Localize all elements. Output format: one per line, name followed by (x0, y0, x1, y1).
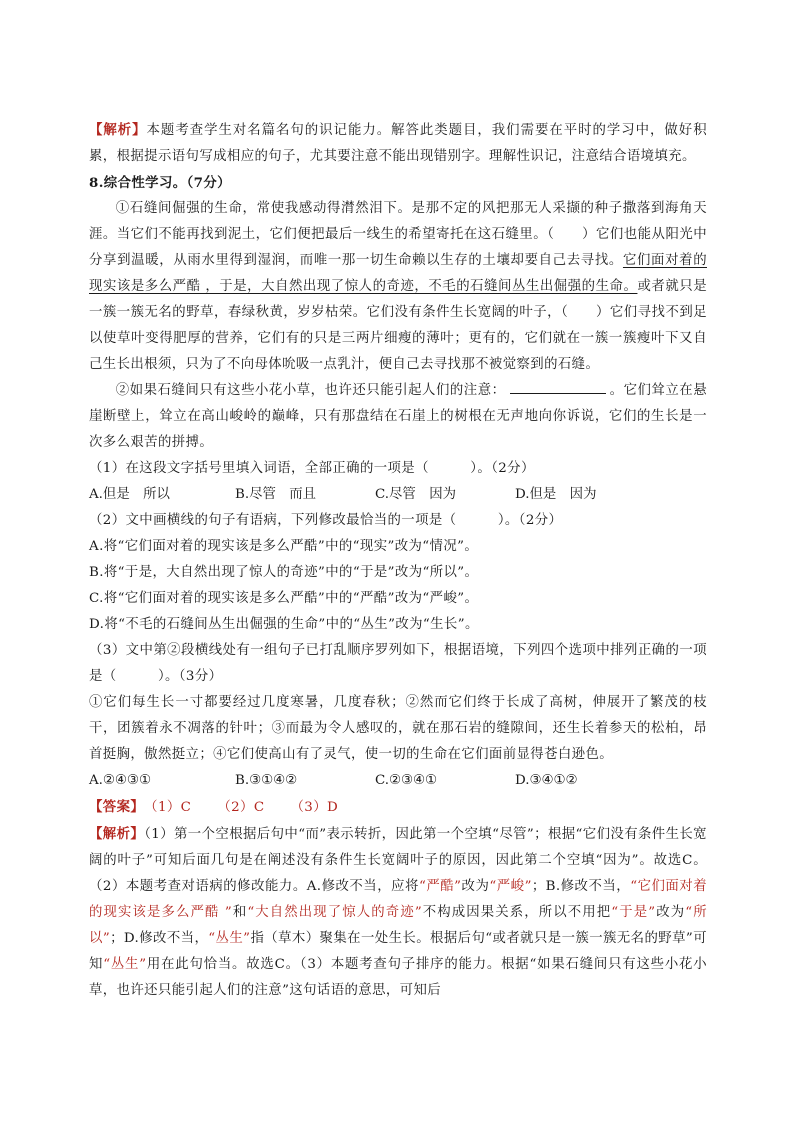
passage-p2-part-a: ②如果石缝间只有这些小花小草，也许还只能引起人们的注意： (115, 383, 506, 398)
analysis-text: ；B.修改不当， (531, 879, 631, 894)
analysis-text: ；D.修改不当， (110, 931, 209, 946)
option-b: B.③①④② (235, 773, 298, 788)
sub-question-3-stem: （3）文中第②段横线处有一组句子已打乱顺序罗列如下，根据语境，下列四个选项中排列正确的一项是（ ）。（3分） (89, 643, 707, 684)
quoted-term: “尽管” (492, 827, 535, 842)
option-d: D.但是 因为 (515, 487, 597, 502)
sub-question-1-options (89, 482, 707, 508)
analysis-text: 改为 (461, 879, 490, 894)
option-c: C.②③④① (375, 773, 438, 788)
passage-p1-part-b: 或者就只是一簇一簇无名的野草，春绿秋黄，岁岁枯荣。它们没有条件生长宽阔的叶子，（ ）它们寻找不到足以使草叶变得肥厚的营养，它们有的只是三两片细瘦的薄叶；更有的，它们就在一簇一簇瘦叶下又自己生长出根须，只为了不向母体吮吸一点乳汁，便自己去寻找那不被觉察到的石缝。 (89, 279, 708, 372)
quoted-term: “它们没有条件生长宽阔的叶子” (89, 827, 707, 868)
analysis-tag: 【解析】 (89, 826, 145, 842)
document-page (89, 117, 707, 1004)
quoted-term: “它们面对着的现实该是多么严酷 ” (89, 879, 708, 920)
option-b: B.将“于是，大自然出现了惊人的奇迹”中的“于是”改为“所以”。 (89, 565, 479, 580)
quoted-term: “于是” (611, 905, 656, 920)
quoted-term: “因为” (595, 853, 639, 868)
passage-paragraph-1 (89, 196, 707, 378)
analysis-text: 表示转折，因此第一个空填 (326, 827, 493, 842)
option-a: A.②④③① (89, 773, 151, 788)
analysis-block-previous (89, 117, 707, 170)
analysis-text: 。故选C。（2）本题考查对语病的修改能力。A.修改不当，应将 (89, 853, 707, 894)
quoted-term: “严峻” (489, 879, 532, 894)
passage-p2-part-b: 。它们耸立在悬崖断壁上，耸立在高山峻岭的巅峰，只有那盘结在石崖上的树根在无声地向你诉说，它们的生长是一次多么艰苦的拼搏。 (89, 383, 707, 450)
option-a: A.将“它们面对着的现实该是多么严酷”中的“现实”改为“情况”。 (89, 539, 479, 554)
answer-tag: 【答案】 (89, 799, 145, 815)
quoted-term: “而” (298, 827, 327, 842)
answer-item: （2）C (217, 800, 265, 815)
quoted-term: “大自然出现了惊人的奇迹” (247, 905, 423, 920)
quoted-term: “所以” (89, 905, 707, 946)
passage-paragraph-2 (89, 378, 707, 456)
quoted-term: “或者就只是一簇一簇无名的野草” (485, 931, 694, 946)
quoted-term: “严酷” (418, 879, 462, 894)
analysis-text: 这句话语的意思，可知后 (289, 983, 442, 998)
option-c: C.尽管 因为 (375, 487, 456, 502)
analysis-text: 指（草木）聚集在一处生长。根据后句 (250, 931, 486, 946)
quoted-term: “丛生” (208, 931, 251, 946)
option-d: D.将“不毛的石缝间丛生出倔强的生命”中的“丛生”改为“生长”。 (89, 617, 479, 632)
answer-item: （1）C (144, 800, 192, 815)
fill-blank-line (510, 379, 606, 394)
answer-row (89, 794, 707, 821)
analysis-text: 改为 (655, 905, 686, 920)
analysis-text: 不构成因果关系，所以不用把 (422, 905, 612, 920)
option-b: B.尽管 而且 (235, 487, 317, 502)
question-8-title: 8.综合性学习。（7分） (89, 175, 231, 191)
passage-p1-part-a: ①石缝间倔强的生命，常使我感动得潸然泪下。是那不定的风把那无人采撷的种子撒落到海角天涯。当它们不能再找到泥土，它们便把最后一线生的希望寄托在这石缝里。（ ）它们也能从阳光中分享到温暖，从雨水里得到湿润，而唯一那一切生命赖以生存的土壤却要自己去寻找。 (89, 201, 707, 268)
sub-question-2-stem: （2）文中画横线的句子有语病，下列修改最恰当的一项是（ ）。（2分） (89, 513, 563, 528)
analysis-text: 可知后面几句是在阐述没有条件生长宽阔叶子的原因，因此第二个空填 (153, 853, 596, 868)
analysis-block (89, 821, 707, 1004)
analysis-text: ；根据 (534, 827, 576, 842)
analysis-text: 可知 (89, 931, 708, 972)
sub-question-1-stem: （1）在这段文字括号里填入词语，全部正确的一项是（ ）。（2分） (89, 461, 535, 476)
sub-question-3-options (89, 768, 707, 794)
analysis-text: 和 (232, 905, 248, 920)
analysis-tag: 【解析】 (89, 122, 147, 138)
quoted-term: “丛生” (103, 957, 147, 972)
option-d: D.③④①② (515, 773, 578, 788)
option-c: C.将“它们面对着的现实该是多么严酷”中的“严酷”改为“严峻”。 (89, 591, 479, 606)
analysis-text: 本题考查学生对名篇名句的识记能力。解答此类题目，我们需要在平时的学习中，做好积累，根据提示语句写成相应的句子，尤其要注意不能出现错别字。理解性识记，注意结合语境填充。 (89, 123, 707, 164)
underlined-sentence: 它们面对着的现实该是多么严酷 ，于是，大自然出现了惊人的奇迹，不毛的石缝间丛生出倔强的生命。 (89, 253, 707, 294)
shuffled-sentences: ①它们每生长一寸都要经过几度寒暑，几度春秋；②然而它们终于长成了高树，伸展开了繁茂的枝干，团簇着永不凋落的针叶；③而最为令人感叹的，就在那石岩的缝隙间，还生长着参天的松柏，昂首挺胸，傲然挺立；④它们使高山有了灵气，使一切的生命在它们面前显得苍白逊色。 (89, 695, 707, 762)
answer-item: （3）D (290, 800, 339, 815)
option-a: A.但是 所以 (89, 487, 170, 502)
analysis-text: （1）第一个空根据后句中 (144, 827, 299, 842)
quoted-term: “如果石缝间只有这些小花小草，也许还只能引起人们的注意” (89, 957, 708, 998)
analysis-text: 用在此句恰当。故选C。（3）本题考查句子排序的能力。根据 (146, 957, 530, 972)
